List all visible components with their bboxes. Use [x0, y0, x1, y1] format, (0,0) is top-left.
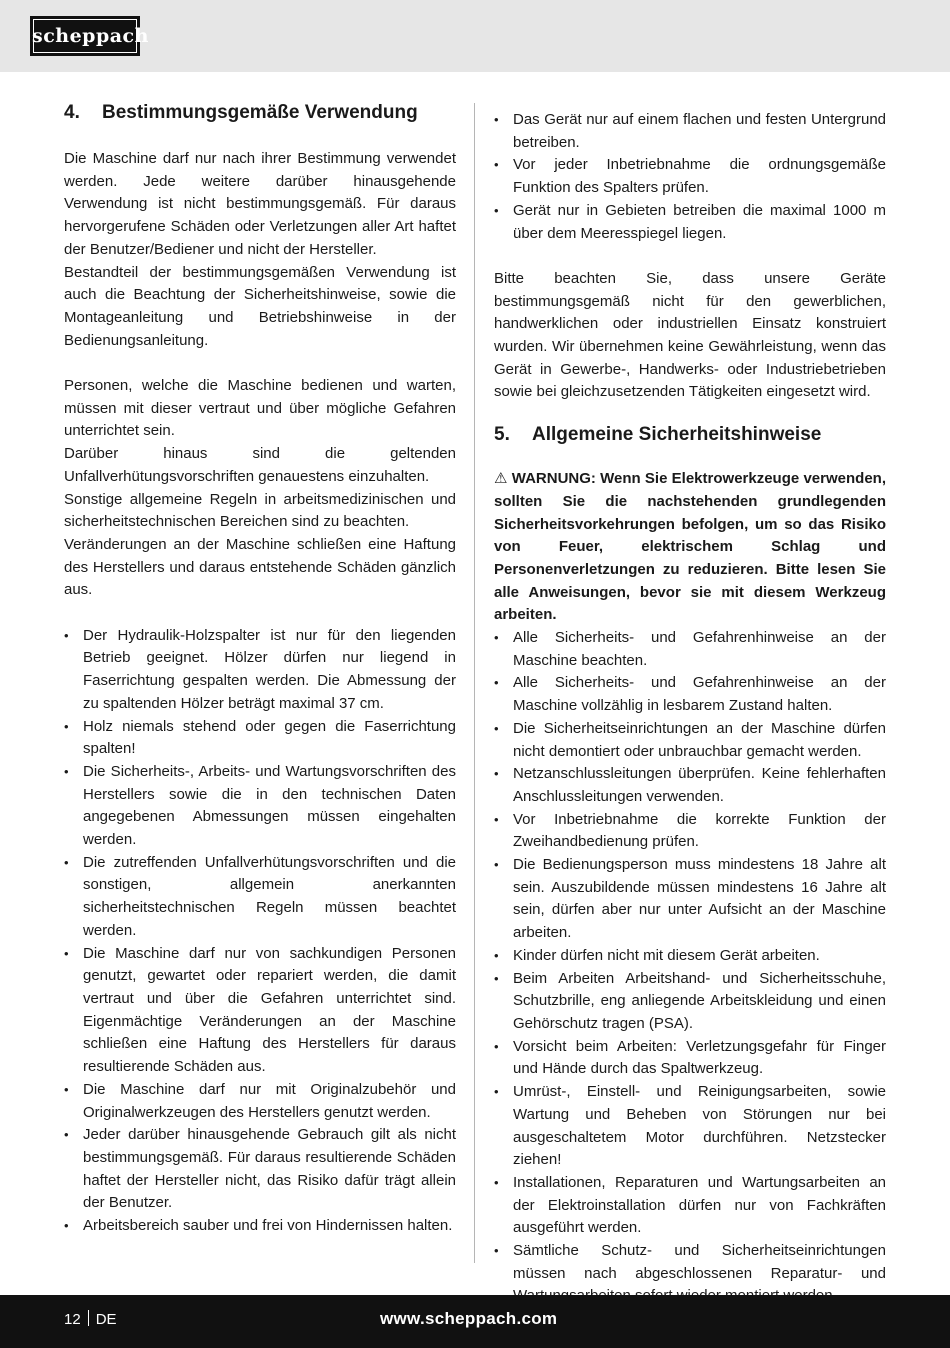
language-code: DE	[95, 1311, 117, 1328]
list-item: • Die Maschine darf nur von sachkundigen Personen genutzt, gewartet oder repariert werden, die damit vertraut und über die Gefahren unterrichtet sind. Eigenmächtige Veränderungen an der Maschine schließen eine Haftung des Herstellers für daraus resultierende Schäden aus.	[64, 943, 456, 1079]
warning-notice	[494, 468, 886, 627]
list-item: • Installationen, Reparaturen und Wartungsarbeiten an der Elektroinstallation dürfen nur von Fachkräften ausgeführt werden.	[494, 1172, 886, 1240]
page-indicator	[64, 1310, 117, 1330]
list-item: • Alle Sicherheits- und Gefahrenhinweise an der Maschine vollzählig in lesbarem Zustand halten.	[494, 672, 886, 717]
safety-bullet-list	[494, 627, 886, 1308]
usage-bullet-list-continued	[494, 109, 886, 245]
page-footer	[0, 1295, 950, 1348]
list-item: • Jeder darüber hinausgehende Gebrauch gilt als nicht bestimmungsgemäß. Für daraus resultierende Schäden haftet der Hersteller nicht, das Risiko dafür trägt allein der Benutzer.	[64, 1124, 456, 1215]
list-item: • Beim Arbeiten Arbeitshand- und Sicherheitsschuhe, Schutzbrille, eng anliegende Arbeitskleidung und einen Gehörschutz tragen (PSA).	[494, 968, 886, 1036]
list-item: • Holz niemals stehend oder gegen die Faserrichtung spalten!	[64, 716, 456, 761]
list-item: • Alle Sicherheits- und Gefahrenhinweise an der Maschine beachten.	[494, 627, 886, 672]
section-4-paragraph: Bestandteil der bestimmungsgemäßen Verwendung ist auch die Beachtung der Sicherheitshinweise, sowie die Montageanleitung und Betriebshinweise in der Bedienungsanleitung.	[64, 263, 456, 349]
list-item: • Arbeitsbereich sauber und frei von Hindernissen halten.	[64, 1215, 456, 1238]
section-5-title: Allgemeine Sicherheitshinweise	[532, 424, 822, 446]
section-4-number: 4.	[64, 102, 80, 123]
list-item: • Die Sicherheitseinrichtungen an der Maschine dürfen nicht demontiert oder unbrauchbar gemacht werden.	[494, 718, 886, 763]
list-item: • Gerät nur in Gebieten betreiben die maximal 1000 m über dem Meeresspiegel liegen.	[494, 200, 886, 245]
page-number: 12	[64, 1311, 81, 1328]
page-header	[0, 0, 950, 72]
section-4-paragraph: Die Maschine darf nur nach ihrer Bestimmung verwendet werden. Jede weitere darüber hinausgehende Verwendung ist nicht bestimmungsgemäß. Für daraus hervorgerufene Schäden oder Verletzungen aller Art haftet der Benutzer/Bediener und nicht der Hersteller.	[64, 150, 456, 258]
section-5-number: 5.	[494, 424, 510, 446]
section-4-paragraph: Sonstige allgemeine Regeln in arbeitsmedizinischen und sicherheitstechnischen Bereichen sind zu beachten.	[64, 490, 456, 531]
list-item: • Die zutreffenden Unfallverhütungsvorschriften und die sonstigen, allgemein anerkannten sicherheitstechnischen Regeln müssen beachtet werden.	[64, 852, 456, 943]
page-separator	[88, 1310, 89, 1326]
list-item: • Kinder dürfen nicht mit diesem Gerät arbeiten.	[494, 945, 886, 968]
section-4-title: Bestimmungsgemäße Verwendung	[102, 102, 418, 123]
warning-triangle-icon: ⚠	[494, 470, 508, 488]
list-item: • Vorsicht beim Arbeiten: Verletzungsgefahr für Finger und Hände durch das Spaltwerkzeug.	[494, 1036, 886, 1081]
usage-bullet-list	[64, 625, 456, 1238]
list-item: • Sämtliche Schutz- und Sicherheitseinrichtungen müssen nach abgeschlossenen Reparatur- und	[494, 1240, 886, 1308]
list-item: • Der Hydraulik-Holzspalter ist nur für den liegenden Betrieb geeignet. Hölzer dürfen nur liegend in Faserrichtung gespalten werden. Die Abmessung der zu spaltenden Hölzer beträgt maximal 37 cm.	[64, 625, 456, 716]
warning-text: WARNUNG: Wenn Sie Elektrowerkzeuge verwenden, sollten Sie die nachstehenden grundlegenden Sicherheitsvorkehrungen befolgen, um so das Risiko von Feuer, elektrischem Schlag und Personenverletzungen zu reduzieren. Bitte lesen Sie alle Anweisungen, bevor sie mit diesem Werkzeug arbeiten.	[494, 470, 886, 624]
list-item: • Umrüst-, Einstell- und Reinigungsarbeiten, sowie Wartung und Beheben von Störungen nur bei ausgeschaltetem Motor durchführen. Netzstecker ziehen!	[494, 1081, 886, 1172]
list-item: • Die Bedienungsperson muss mindestens 18 Jahre alt sein. Auszubildende müssen mindestens 16 Jahre alt sein, dürfen aber nur unter Aufsicht an der Maschine arbeiten.	[494, 854, 886, 945]
column-divider	[474, 103, 475, 1263]
scheppach-logo: scheppach	[30, 16, 140, 56]
website-link[interactable]: www.scheppach.com	[380, 1309, 558, 1328]
section-4-paragraph: Personen, welche die Maschine bedienen und warten, müssen mit dieser vertraut und über mögliche Gefahren unterrichtet sein.	[64, 377, 456, 440]
list-item: • Vor Inbetriebnahme die korrekte Funktion der Zweihandbedienung prüfen.	[494, 809, 886, 854]
list-item: • Vor jeder Inbetriebnahme die ordnungsgemäße Funktion des Spalters prüfen.	[494, 154, 886, 199]
list-item: • Die Maschine darf nur mit Originalzubehör und Originalwerkzeugen des Herstellers genutzt werden.	[64, 1079, 456, 1124]
commercial-use-notice: Bitte beachten Sie, dass unsere Geräte bestimmungsgemäß nicht für den gewerblichen, handwerklichen oder industriellen Einsatz konstruiert wurden. Wir übernehmen keine Gewährleistung, wenn das Gerät in Gewerbe-, Handwerks- oder Industriebetrieben sowie bei gleichzusetzenden Tätigkeiten eingesetzt wird.	[494, 269, 886, 401]
section-5-heading	[494, 422, 886, 448]
list-item: • Das Gerät nur auf einem flachen und festen Untergrund betreiben.	[494, 109, 886, 154]
section-4-paragraph: Veränderungen an der Maschine schließen eine Haftung des Herstellers und daraus entstehende Schäden gänzlich aus.	[64, 535, 456, 599]
section-4-paragraph: Darüber hinaus sind die geltenden Unfallverhütungsvorschriften genauestens einzuhalten.	[64, 445, 456, 485]
section-4-heading	[64, 100, 456, 126]
list-item: • Die Sicherheits-, Arbeits- und Wartungsvorschriften des Herstellers sowie die in den technischen Daten angegebenen Abmessungen müssen eingehalten werden.	[64, 761, 456, 852]
right-column	[494, 100, 886, 1308]
list-item: • Netzanschlussleitungen überprüfen. Keine fehlerhaften Anschlussleitungen verwenden.	[494, 763, 886, 808]
left-column	[64, 100, 456, 1238]
